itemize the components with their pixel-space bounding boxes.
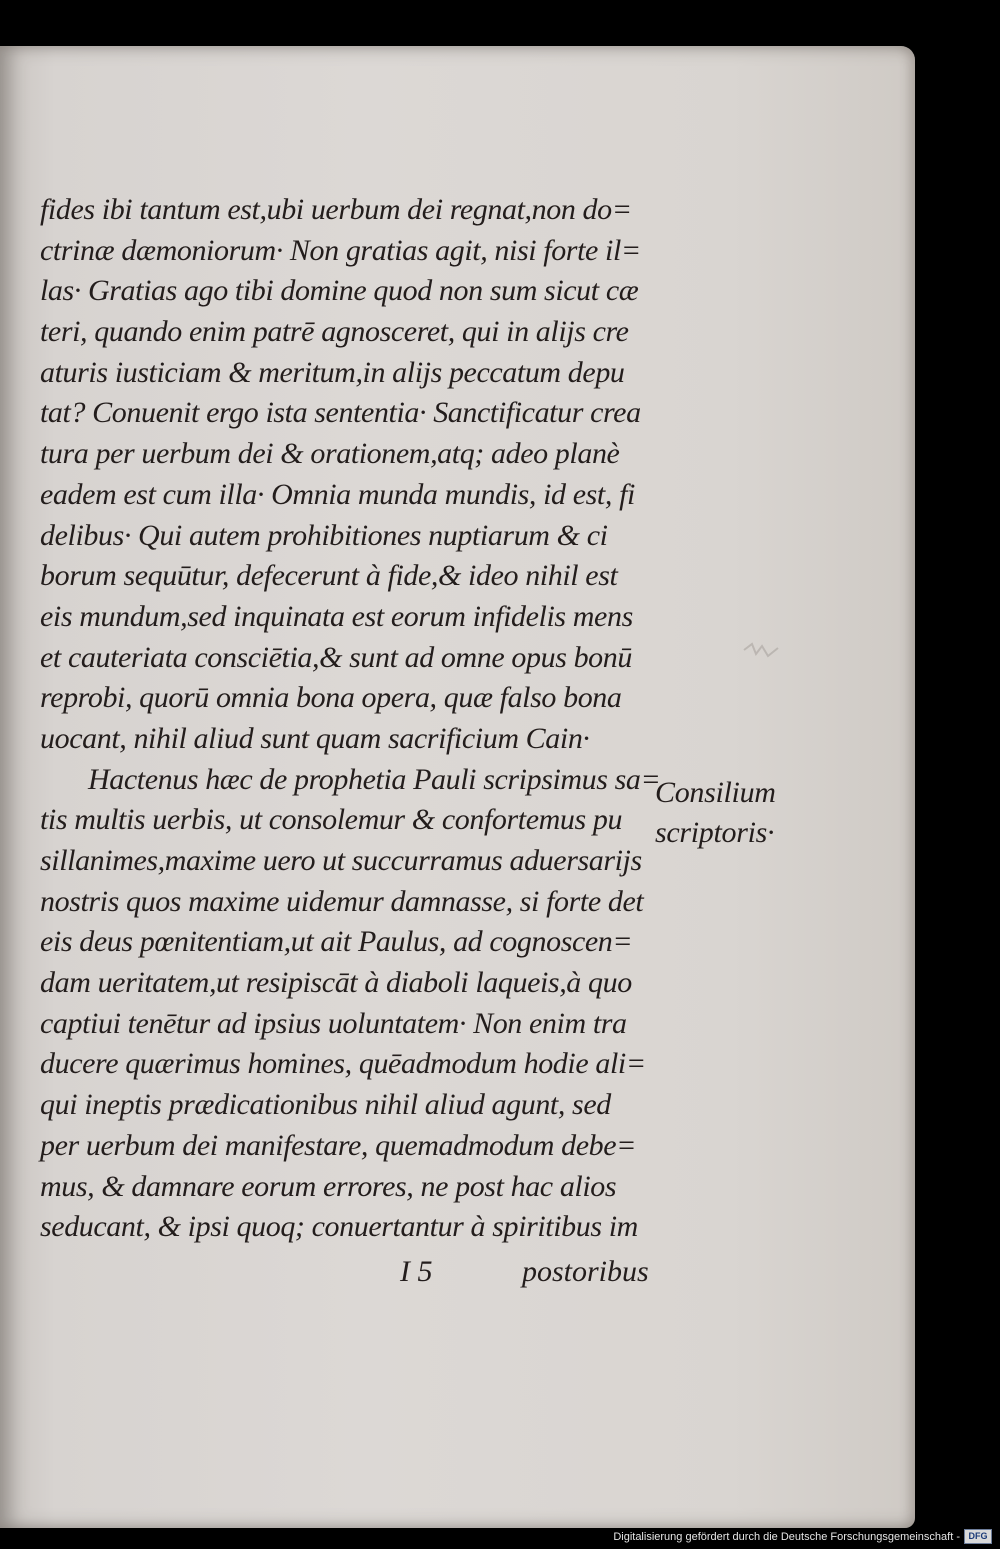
paragraph-start-line: Hactenus hæc de prophetia Pauli scripsimus sa= [88, 762, 661, 796]
text-line: et cauteriata consciētia,& sunt ad omne opus bonū [40, 640, 632, 674]
text-line: eis deus pœnitentiam,ut ait Paulus, ad cognoscen= [40, 925, 633, 959]
signature-mark: I 5 [400, 1255, 433, 1288]
marginal-note-line: scriptoris· [655, 816, 775, 849]
text-line: las· Gratias ago tibi domine quod non sum sicut cæ [40, 274, 639, 308]
text-line: sillanimes,maxime uero ut succurramus aduersarijs [40, 844, 642, 877]
text-line: reprobi, quorū omnia bona opera, quæ falso bona [40, 681, 622, 715]
text-line: eadem est cum illa· Omnia munda mundis, id est, fi [40, 477, 635, 511]
marginal-note-line: Consilium [655, 776, 776, 809]
text-line: tura per uerbum dei & orationem,atq; adeo planè [40, 437, 620, 471]
text-line: nostris quos maxime uidemur damnasse, si forte det [40, 884, 644, 918]
show-through-mark [742, 638, 782, 668]
text-line: eis mundum,sed inquinata est eorum infidelis mens [40, 599, 633, 633]
text-line: ctrinæ dæmoniorum· Non gratias agit, nisi forte il= [40, 233, 641, 267]
text-line: seducant, & ipsi quoq; conuertantur à spiritibus im [40, 1210, 638, 1244]
text-line: delibus· Qui autem prohibitiones nuptiarum & ci [40, 518, 608, 552]
text-line: per uerbum dei manifestare, quemadmodum debe= [40, 1128, 637, 1162]
text-line: ducere quærimus homines, quēadmodum hodie ali= [40, 1047, 646, 1081]
text-line: mus, & damnare eorum errores, ne post hac alios [40, 1169, 617, 1203]
text-line: tat? Conuenit ergo ista sententia· Sanctificatur crea [40, 396, 641, 430]
text-line: captiui tenētur ad ipsius uoluntatem· Non enim tra [40, 1006, 627, 1040]
text-line: uocant, nihil aliud sunt quam sacrificium Cain· [40, 721, 590, 755]
page-footer [400, 1255, 650, 1295]
text-line: teri, quando enim patrē agnosceret, qui in alijs cre [40, 315, 629, 349]
catchword: postoribus [522, 1255, 649, 1288]
text-line: aturis iusticiam & meritum,in alijs peccatum depu [40, 355, 625, 389]
text-line: qui ineptis prædicationibus nihil aliud agunt, sed [40, 1088, 611, 1122]
text-line: fides ibi tantum est,ubi uerbum dei regnat,non do= [40, 193, 632, 226]
text-line: borum sequūtur, defecerunt à fide,& ideo nihil est [40, 559, 618, 593]
dfg-logo: DFG [964, 1529, 992, 1544]
text-line: dam ueritatem,ut resipiscāt à diaboli laqueis,à quo [40, 966, 632, 1000]
marginal-note [655, 773, 776, 853]
main-text-block [40, 190, 661, 1248]
text-line: tis multis uerbis, ut consolemur & confortemus pu [40, 803, 623, 837]
digitization-credit: Digitalisierung gefördert durch die Deutsche Forschungsgemeinschaft - [613, 1531, 960, 1543]
